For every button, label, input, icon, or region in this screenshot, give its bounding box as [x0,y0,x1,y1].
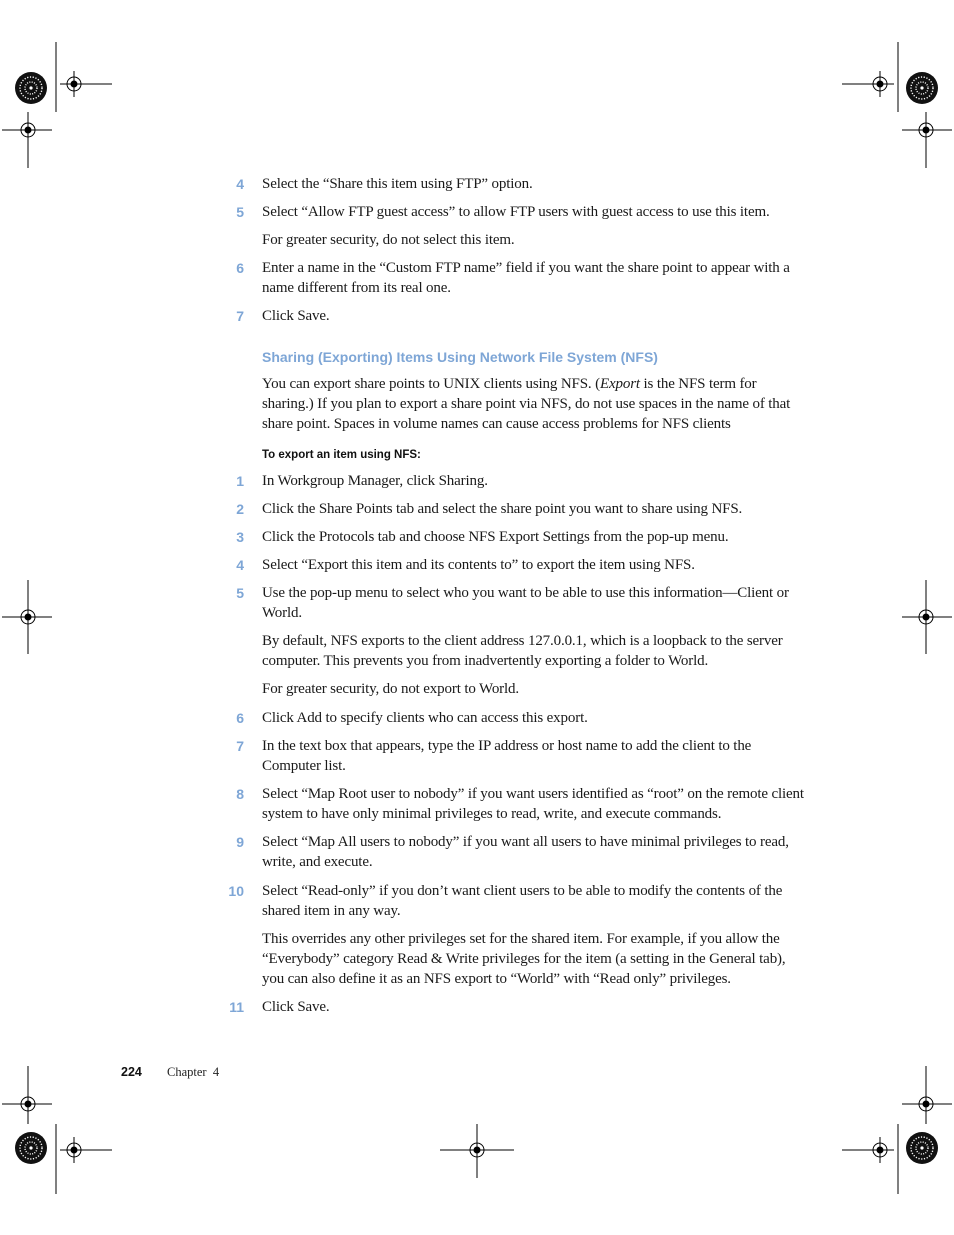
step-text: In Workgroup Manager, click Sharing. [262,473,488,489]
step-text: Click Save. [262,308,330,324]
step-text: Enter a name in the “Custom FTP name” field if you want the share point to appear with a name different from its real one. [262,260,790,296]
step-number: 4 [236,176,244,192]
step-text: Click the Protocols tab and choose NFS Export Settings from the pop-up menu. [262,529,729,545]
step-text: Select “Export this item and its contents to” to export the item using NFS. [262,557,695,573]
step-number: 4 [236,557,244,573]
step-text: Select “Allow FTP guest access” to allow FTP users with guest access to use this item. [262,204,770,220]
page-number: 224 [121,1065,142,1079]
registration-mark-icon [15,117,41,143]
step-number: 7 [236,308,244,324]
step-text: Click Add to specify clients who can access this export. [262,710,588,726]
step-number: 2 [236,501,244,517]
registration-mark-icon [61,71,87,97]
step-number: 5 [236,585,244,601]
step-number: 6 [236,710,244,726]
step-text: Select “Map Root user to nobody” if you want users identified as “root” on the remote client system to have only minimal privileges to read, write, and execute commands. [262,786,804,822]
step-number: 10 [228,883,244,899]
intro-text-start: You can export share points to UNIX clients using NFS. ( [262,376,600,392]
step-text: Click the Share Points tab and select the share point you want to share using NFS. [262,501,743,517]
task-title: To export an item using NFS: [262,449,421,461]
step-note: By default, NFS exports to the client address 127.0.0.1, which is a loopback to the server computer. This prevents you from inadvertently exporting a folder to World. [262,633,783,669]
registration-mark-icon [867,71,893,97]
step-text: Select “Map All users to nobody” if you want all users to have minimal privileges to read, write, and execute. [262,834,789,870]
step-text: Click Save. [262,999,330,1015]
step-note: For greater security, do not select this item. [262,232,515,248]
step-number: 9 [236,834,244,850]
registration-mark-icon [906,1132,938,1164]
section-heading: Sharing (Exporting) Items Using Network File System (NFS) [262,349,658,365]
step-text: In the text box that appears, type the IP address or host name to add the client to the Computer list. [262,738,752,774]
step-text: Select “Read-only” if you don’t want client users to be able to modify the contents of the shared item in any way. [262,883,783,919]
step-number: 7 [236,738,244,754]
registration-mark-icon [61,1137,87,1163]
chapter-label: Chapter 4 [167,1065,220,1079]
intro-emphasis: Export [599,376,640,392]
step-text: Select the “Share this item using FTP” option. [262,176,533,192]
step-text: Use the pop-up menu to select who you want to be able to use this information—Client or World. [262,585,789,621]
registration-mark-icon [867,1137,893,1163]
registration-mark-icon [906,72,938,104]
intro-text-end: is the NFS term for sharing.) If you plan to export a share point via NFS, do not use spaces in the name of that share point. Spaces in volume names can cause access problems for NFS clients [262,376,791,432]
registration-mark-icon [464,1137,490,1163]
step-number: 6 [236,260,244,276]
step-number: 8 [236,786,244,802]
registration-mark-icon [913,1091,939,1117]
registration-mark-icon [913,117,939,143]
step-note: This overrides any other privileges set for the shared item. For example, if you allow the “Everybody” category Read & Write privileges for the item (a setting in the General tab), you can also define it as an NFS export to “World” with “Read only” privileges. [262,931,786,987]
registration-mark-icon [913,604,939,630]
step-number: 3 [236,529,244,545]
section-intro [262,374,807,434]
step-number: 5 [236,204,244,220]
step-number: 1 [236,473,244,489]
registration-mark-icon [15,1091,41,1117]
registration-mark-icon [15,72,47,104]
registration-mark-icon [15,604,41,630]
step-number: 11 [229,999,244,1015]
registration-mark-icon [15,1132,47,1164]
step-note: For greater security, do not export to World. [262,681,519,697]
